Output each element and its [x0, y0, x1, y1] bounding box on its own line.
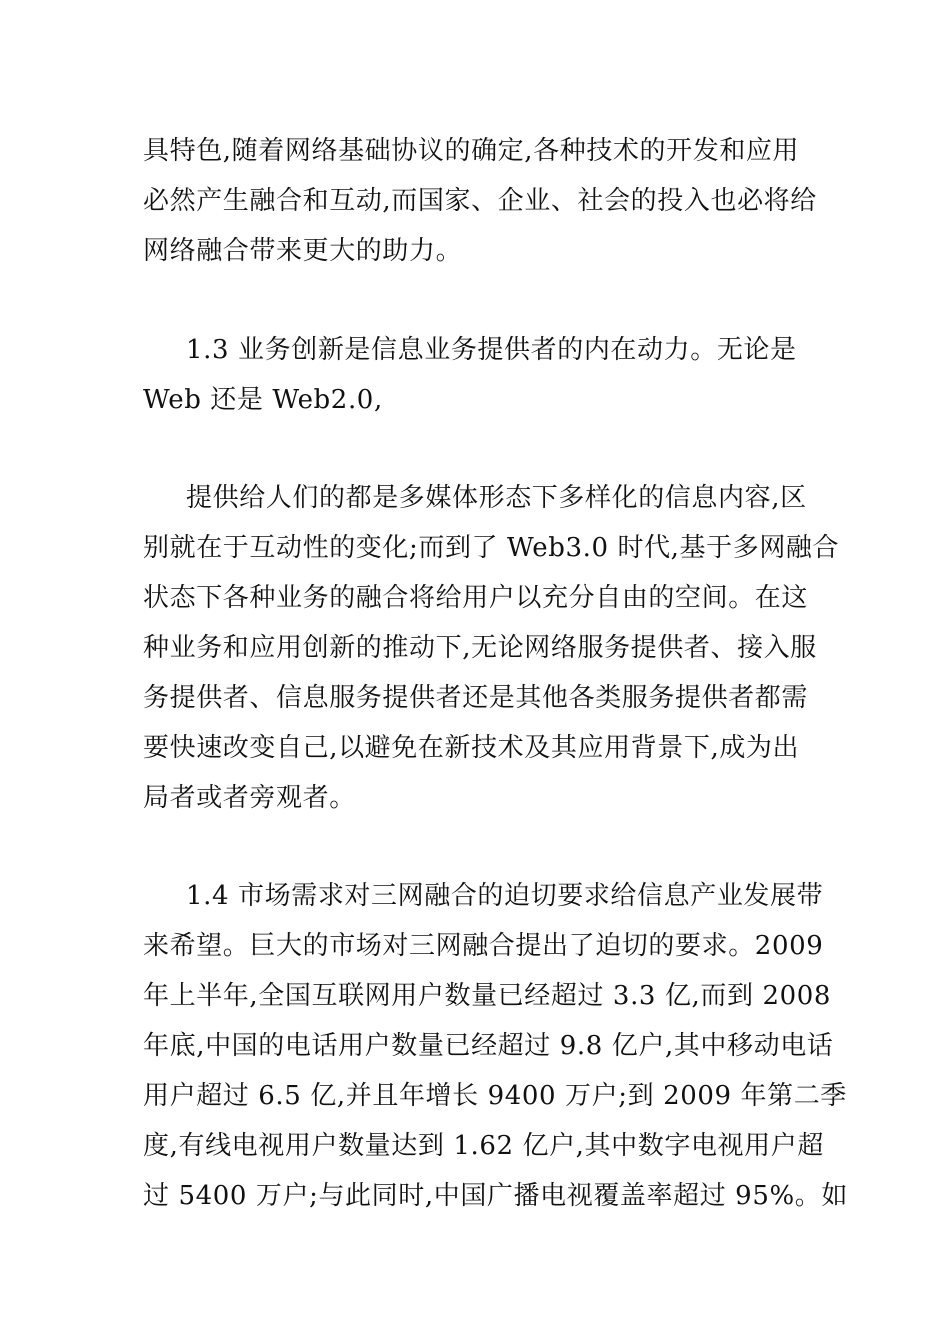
paragraph-3-line-2: 别就在于互动性的变化;而到了 Web3.0 时代,基于多网融合 [143, 533, 840, 563]
paragraph-1-line-3: 网络融合带来更大的助力。 [143, 236, 463, 266]
paragraph-4-line-7: 过 5400 万户;与此同时,中国广播电视覆盖率超过 95%。如 [143, 1181, 848, 1211]
paragraph-3-line-6: 要快速改变自己,以避免在新技术及其应用背景下,成为出 [143, 733, 800, 763]
paragraph-4-line-1: 1.4 市场需求对三网融合的迫切要求给信息产业发展带 [186, 881, 824, 911]
paragraph-4-line-2: 来希望。巨大的市场对三网融合提出了迫切的要求。2009 [143, 931, 824, 961]
paragraph-4-line-5: 用户超过 6.5 亿,并且年增长 9400 万户;到 2009 年第二季 [143, 1081, 847, 1111]
paragraph-2-line-1: 1.3 业务创新是信息业务提供者的内在动力。无论是 [186, 335, 797, 365]
paragraph-1-line-1: 具特色,随着网络基础协议的确定,各种技术的开发和应用 [143, 136, 800, 166]
paragraph-3-line-3: 状态下各种业务的融合将给用户以充分自由的空间。在这 [143, 583, 809, 613]
paragraph-3-line-5: 务提供者、信息服务提供者还是其他各类服务提供者都需 [143, 683, 809, 713]
paragraph-3-line-4: 种业务和应用创新的推动下,无论网络服务提供者、接入服 [143, 633, 817, 663]
paragraph-4-line-6: 度,有线电视用户数量达到 1.62 亿户,其中数字电视用户超 [143, 1131, 824, 1161]
paragraph-3-line-1: 提供给人们的都是多媒体形态下多样化的信息内容,区 [186, 483, 807, 513]
paragraph-2-line-2: Web 还是 Web2.0, [143, 385, 383, 415]
paragraph-4-line-4: 年底,中国的电话用户数量已经超过 9.8 亿户,其中移动电话 [143, 1031, 834, 1061]
paragraph-1-line-2: 必然产生融合和互动,而国家、企业、社会的投入也必将给 [143, 186, 817, 216]
paragraph-4-line-3: 年上半年,全国互联网用户数量已经超过 3.3 亿,而到 2008 [143, 981, 832, 1011]
paragraph-3-line-7: 局者或者旁观者。 [143, 783, 356, 813]
